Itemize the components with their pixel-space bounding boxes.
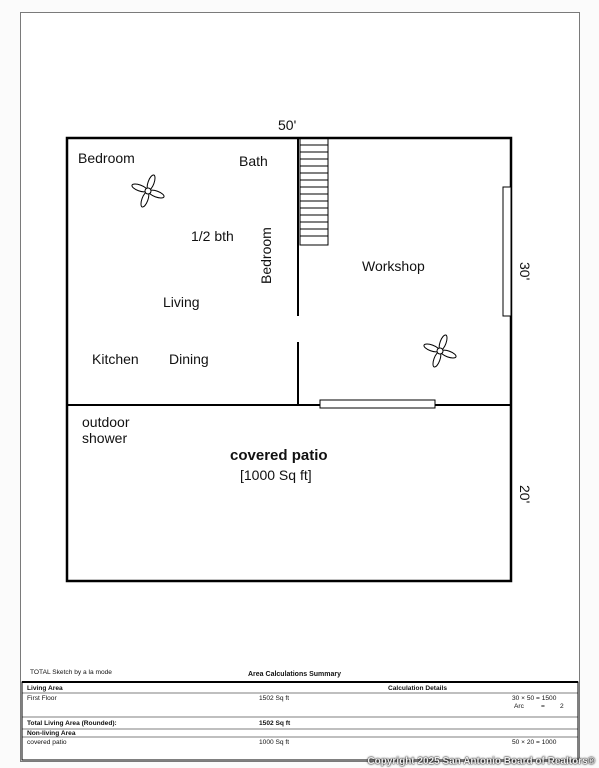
area-summary	[22, 668, 578, 760]
calculation-details-header: Calculation Details	[388, 685, 447, 692]
first-floor-calc-1: 30 × 50 = 1500	[512, 695, 557, 702]
room-label-half-bath: 1/2 bth	[191, 228, 234, 244]
dimension-right-upper: 30'	[517, 262, 533, 281]
room-label-kitchen: Kitchen	[92, 351, 139, 367]
patio-summary-area: 1000 Sq ft	[259, 739, 290, 746]
room-label-outdoor-shower: outdoor shower	[82, 414, 130, 446]
patio-summary-calc: 50 × 20 = 1000	[512, 739, 557, 746]
sketch-credit: TOTAL Sketch by a la mode	[30, 669, 112, 676]
patio-area-label: [1000 Sq ft]	[240, 467, 312, 483]
room-label-living: Living	[163, 294, 200, 310]
dimension-top: 50'	[278, 117, 297, 133]
copyright-watermark: Copyright 2025 San Antonio Board of Realtors®	[367, 756, 595, 767]
living-area-header: Living Area	[27, 685, 63, 692]
total-living-area: 1502 Sq ft	[259, 720, 291, 727]
room-label-bedroom-2: Bedroom	[258, 227, 274, 284]
window-right	[503, 187, 511, 316]
room-label-bedroom: Bedroom	[78, 150, 135, 166]
dimension-right-lower: 20'	[517, 485, 533, 504]
stairs-icon	[300, 138, 328, 245]
patio-summary-label: covered patio	[27, 739, 67, 746]
total-living-label: Total Living Area (Rounded):	[27, 720, 117, 727]
room-label-bath: Bath	[239, 153, 268, 169]
ceiling-fan-icon	[131, 174, 165, 208]
first-floor-area: 1502 Sq ft	[259, 695, 290, 702]
room-label-workshop: Workshop	[362, 258, 425, 274]
non-living-header: Non-living Area	[27, 730, 76, 737]
summary-title: Area Calculations Summary	[248, 671, 341, 678]
first-floor-calc-2-label: Arc	[514, 703, 524, 710]
first-floor-calc-2-val: 2	[560, 703, 564, 710]
first-floor-label: First Floor	[27, 695, 57, 702]
room-label-dining: Dining	[169, 351, 209, 367]
ceiling-fan-icon	[423, 334, 457, 368]
room-label-covered-patio: covered patio	[230, 447, 328, 464]
first-floor-calc-2-eq: =	[541, 703, 545, 710]
door-workshop	[320, 400, 435, 408]
